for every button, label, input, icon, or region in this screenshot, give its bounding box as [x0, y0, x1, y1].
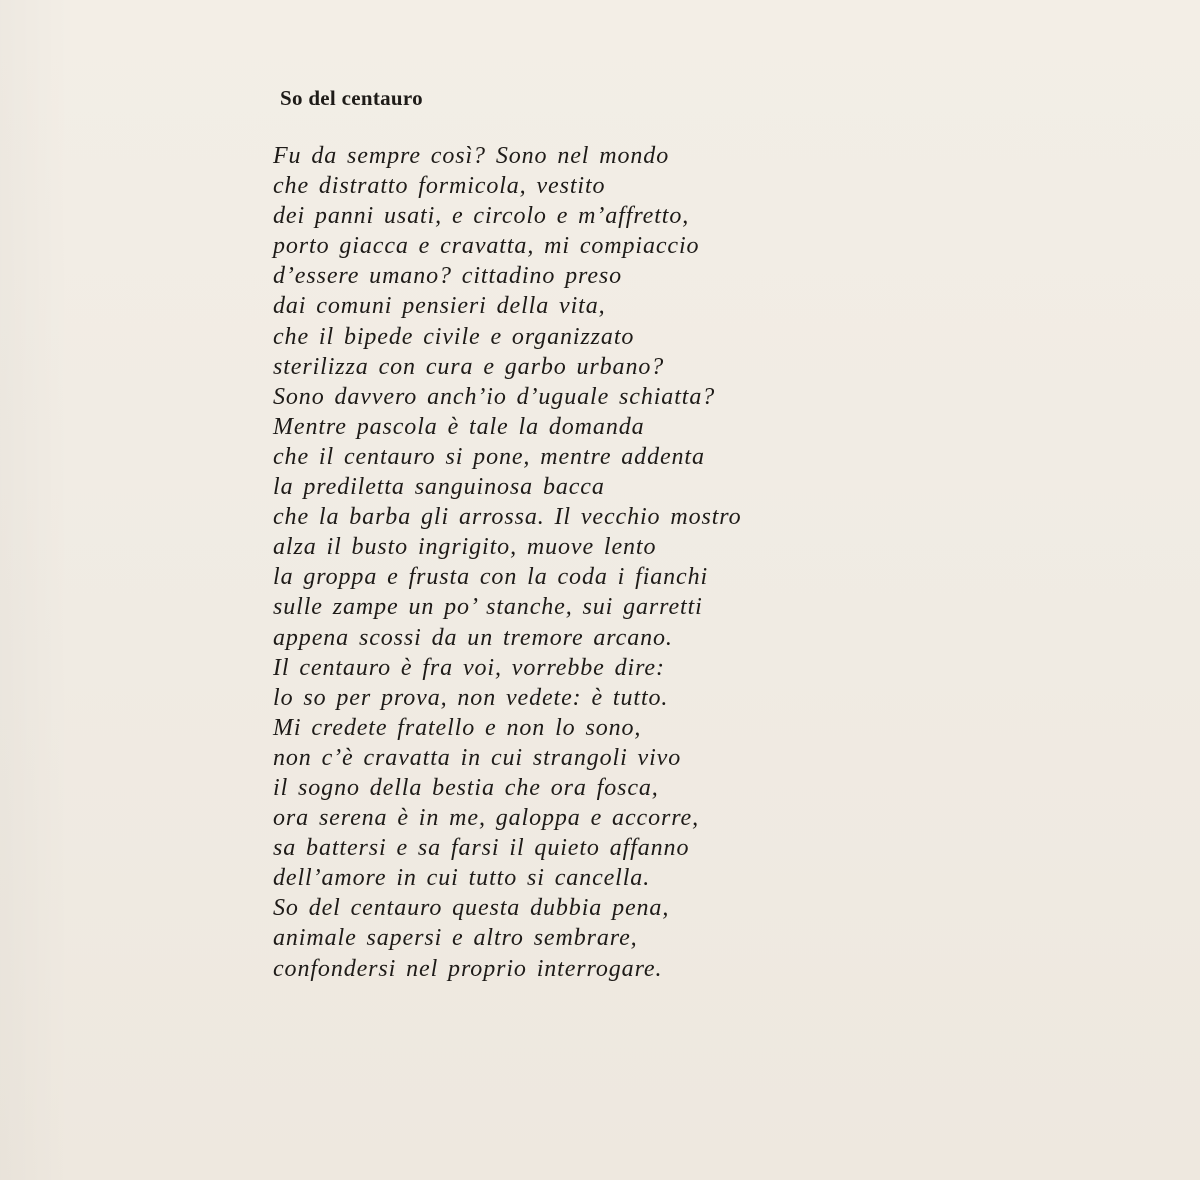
poem-line: porto giacca e cravatta, mi compiaccio — [273, 233, 700, 260]
poem-title: So del centauro — [280, 86, 423, 110]
poem-line: ora serena è in me, galoppa e accorre, — [273, 805, 700, 832]
poem-line: appena scossi da un tremore arcano. — [273, 624, 673, 651]
poem-line: che la barba gli arrossa. Il vecchio mostro — [273, 504, 742, 531]
poem-line: sulle zampe un po’ stanche, sui garretti — [273, 594, 703, 621]
poem-line: Fu da sempre così? Sono nel mondo — [273, 143, 670, 169]
poem-line: Sono davvero anch’io d’uguale schiatta? — [273, 383, 716, 410]
poem-line: che distratto formicola, vestito — [273, 173, 606, 200]
poem-line: non c’è cravatta in cui strangoli vivo — [273, 744, 682, 771]
poem-line: Mentre pascola è tale la domanda — [273, 413, 645, 440]
poem-line: confondersi nel proprio interrogare. — [273, 955, 663, 982]
poem-line: Il centauro è fra voi, vorrebbe dire: — [273, 654, 665, 681]
poem-line: la prediletta sanguinosa bacca — [273, 474, 605, 501]
poem-body — [273, 141, 742, 984]
poem-line: dei panni usati, e circolo e m’affretto, — [273, 203, 690, 230]
poem-line: sa battersi e sa farsi il quieto affanno — [273, 835, 690, 862]
poem-line: animale sapersi e altro sembrare, — [273, 925, 638, 952]
poem-line: sterilizza con cura e garbo urbano? — [273, 353, 665, 380]
poem-line: dell’amore in cui tutto si cancella. — [273, 865, 651, 892]
poem-line: la groppa e frusta con la coda i fianchi — [273, 564, 709, 591]
poem-line: alza il busto ingrigito, muove lento — [273, 534, 657, 561]
poem-line: lo so per prova, non vedete: è tutto. — [273, 684, 669, 711]
poem-line: So del centauro questa dubbia pena, — [273, 895, 670, 922]
poem-line: che il bipede civile e organizzato — [273, 323, 635, 350]
poem-line: d’essere umano? cittadino preso — [273, 263, 623, 290]
poem-line: che il centauro si pone, mentre addenta — [273, 443, 705, 470]
poem-line: dai comuni pensieri della vita, — [273, 293, 606, 320]
poem-line: Mi credete fratello e non lo sono, — [273, 714, 642, 741]
poem-line: il sogno della bestia che ora fosca, — [273, 774, 659, 801]
